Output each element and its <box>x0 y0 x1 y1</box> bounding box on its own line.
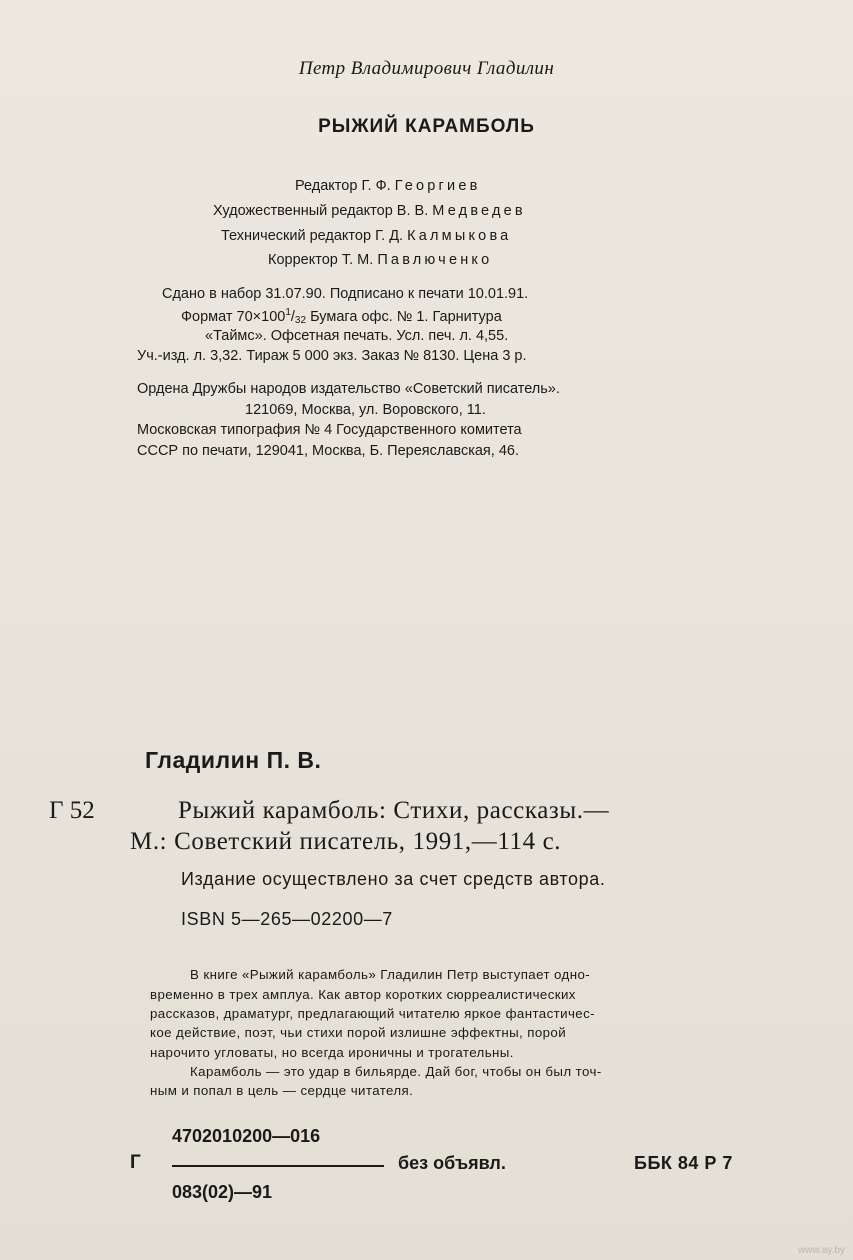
annotation-line: временно в трех амплуа. Как автор коротких сюрреалистических <box>150 987 576 1002</box>
editor-surname: Георгиев <box>394 178 481 194</box>
catalog-title-line: Рыжий карамболь: Стихи, рассказы.— <box>178 797 610 824</box>
catalog-note: Издание осуществлено за счет средств автора. <box>181 869 606 889</box>
catalog-author-heading: Гладилин П. В. <box>145 747 322 773</box>
colophon-title: РЫЖИЙ КАРАМБОЛЬ <box>318 116 535 137</box>
classification-letter: Г <box>130 1152 141 1173</box>
publisher-line: Ордена Дружбы народов издательство «Советский писатель». <box>137 381 560 397</box>
editor-role: Художественный редактор <box>213 203 393 219</box>
colophon-author: Петр Владимирович Гладилин <box>298 58 555 79</box>
print-info-line: Уч.-изд. л. 3,32. Тираж 5 000 экз. Заказ № 8130. Цена 3 р. <box>137 348 527 364</box>
format-denominator: 32 <box>294 315 307 326</box>
format-numerator: 1 <box>285 307 291 318</box>
print-info-line: Сдано в набор 31.07.90. Подписано к печати 10.01.91. <box>162 286 529 302</box>
editor-line <box>295 178 481 194</box>
editor-initials: Т. М. <box>341 252 374 268</box>
annotation-line: Карамболь — это удар в бильярде. Дай бог, чтобы он был точ- <box>190 1064 602 1079</box>
editor-role: Корректор <box>268 252 338 268</box>
editor-surname: Павлюченко <box>377 252 493 268</box>
classification-note: без объявл. <box>398 1153 506 1173</box>
bbk-code: ББК 84 Р 7 <box>634 1153 733 1173</box>
format-suffix: Бумага офс. № 1. Гарнитура <box>306 309 502 325</box>
editor-line <box>213 203 526 219</box>
annotation-line: кое действие, поэт, чьи стихи порой излишне эффектны, порой <box>150 1025 567 1040</box>
publisher-line: 121069, Москва, ул. Воровского, 11. <box>245 402 486 418</box>
format-slash: / <box>290 309 295 325</box>
editor-initials: Г. Д. <box>375 228 404 244</box>
publisher-line: Московская типография № 4 Государственного комитета <box>137 422 522 438</box>
classification-denominator: 083(02)—91 <box>172 1182 273 1202</box>
catalog-imprint-line: М.: Советский писатель, 1991,—114 с. <box>130 828 562 855</box>
annotation-line: рассказов, драматург, предлагающий читателю яркое фантастичес- <box>150 1006 595 1021</box>
fraction-divider <box>172 1165 384 1167</box>
classification-numerator: 4702010200—016 <box>172 1126 321 1146</box>
editor-role: Технический редактор <box>221 228 372 244</box>
editor-role: Редактор <box>295 178 358 194</box>
editor-line <box>221 228 511 244</box>
publisher-line: СССР по печати, 129041, Москва, Б. Переяславская, 46. <box>137 443 519 459</box>
print-info-line <box>181 307 502 326</box>
print-info-line: «Таймс». Офсетная печать. Усл. печ. л. 4,55. <box>205 328 509 344</box>
catalog-isbn: ISBN 5—265—02200—7 <box>181 909 393 929</box>
editor-line <box>268 252 492 268</box>
editor-initials: В. В. <box>396 203 429 219</box>
editor-surname: Калмыкова <box>407 228 512 244</box>
catalog-index: Г 52 <box>49 797 95 824</box>
watermark: www.ay.by <box>797 1245 845 1256</box>
annotation-line: В книге «Рыжий карамболь» Гладилин Петр выступает одно- <box>190 967 591 982</box>
editor-initials: Г. Ф. <box>361 178 391 194</box>
format-prefix: Формат 70×100 <box>181 309 286 325</box>
editor-surname: Медведев <box>432 203 526 219</box>
annotation-line: ным и попал в цель — сердце читателя. <box>150 1083 414 1098</box>
annotation-line: нарочито угловаты, но всегда ироничны и трогательны. <box>150 1045 514 1060</box>
